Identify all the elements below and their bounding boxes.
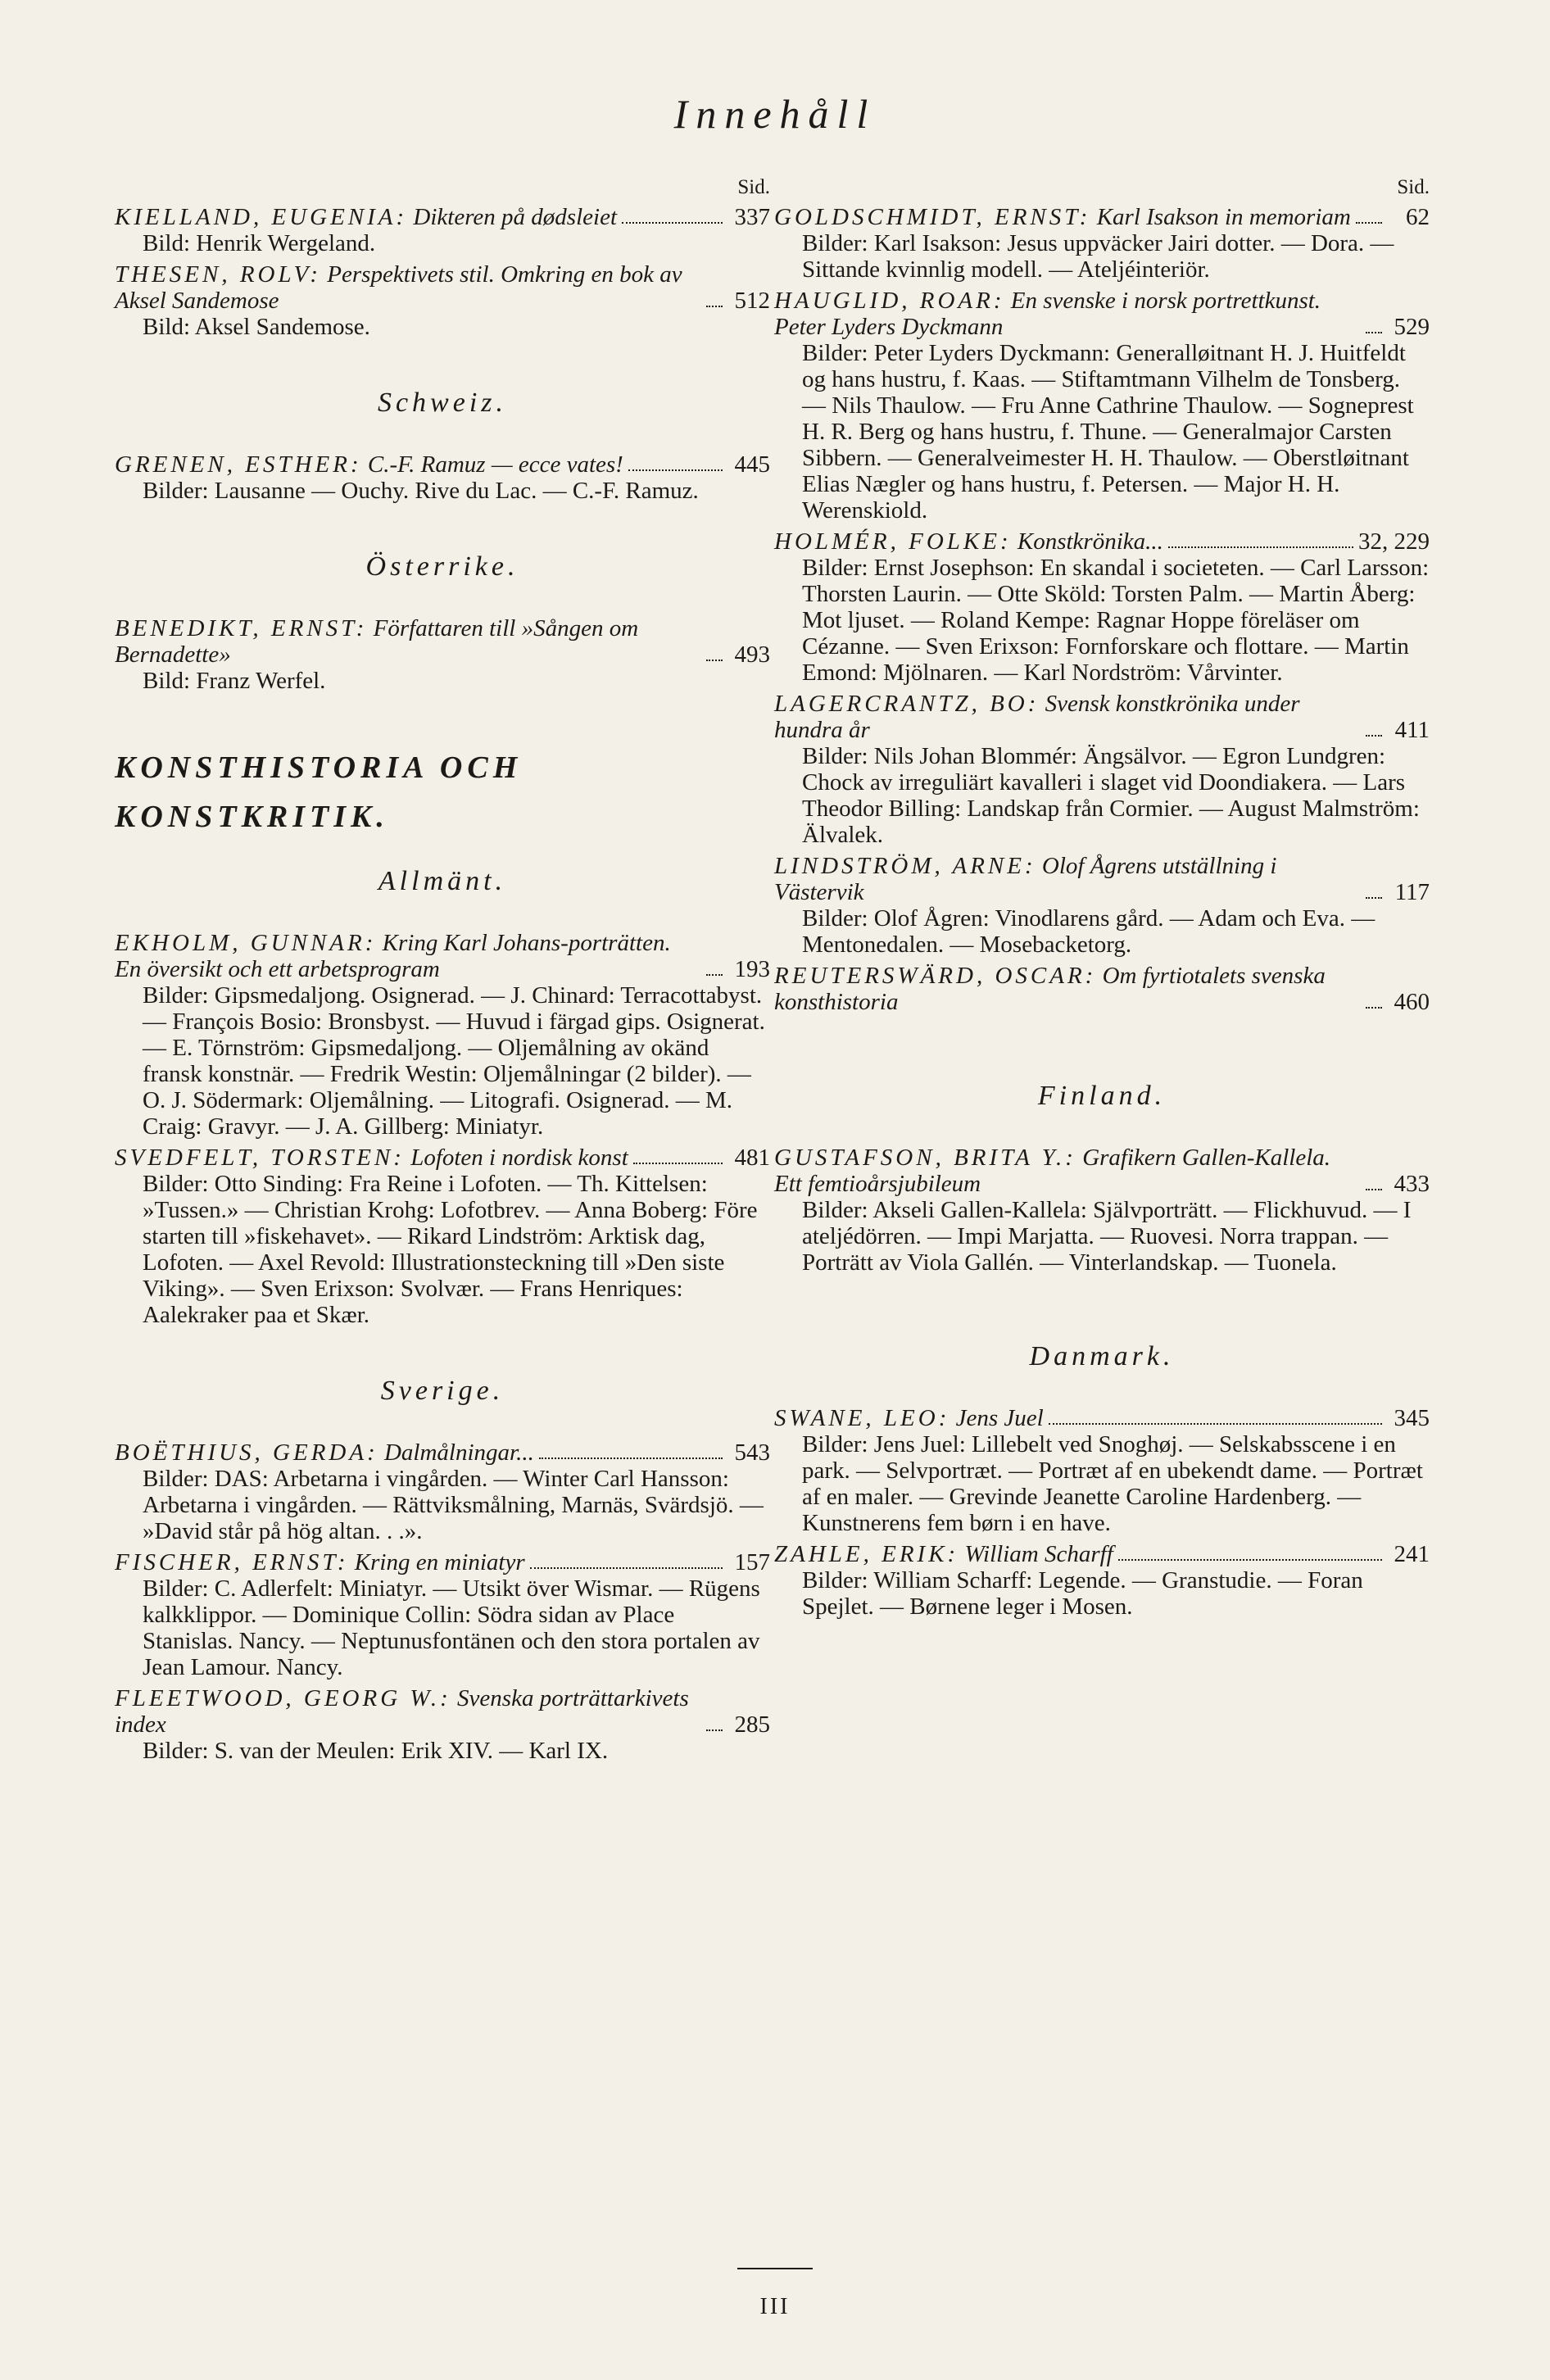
toc-entry: [774, 1145, 1430, 1276]
entry-page: 529: [1394, 314, 1430, 340]
entry-author: THESEN, ROLV:: [115, 261, 322, 288]
toc-entry: [774, 691, 1430, 848]
toc-entry: [115, 261, 770, 340]
entry-author: SVEDFELT, TORSTEN:: [115, 1145, 405, 1171]
entry-images: Bilder: Otto Sinding: Fra Reine i Lofoten. — Th. Kittelsen: »Tussen.» — Christian Krohg: Lofotbrev. — Anna Boberg: Före starten till »fiskehavet». — Rikard Lindström: Arktisk dag, Lofoten. — Axel Revold: Illustrationsteckning till »Den siste Viking». — Sven Erixson: Svolvær. — Frans Henriques: Aalekraker paa et Skær.: [143, 1171, 758, 1328]
toc-entry: [115, 930, 770, 1140]
entry-work: Karl Isakson in memoriam: [1096, 204, 1351, 230]
entry-images: Bilder: Ernst Josephson: En skandal i societeten. — Carl Larsson: Thorsten Laurin. — Otte Sköld: Torsten Palm. — Martin Åberg: Mot ljuset. — Roland Kempe: Ragnar Hoppe föreläser om Cézanne. — Sven Erixson: Fornforskare och flottare. — Martin Emond: Mjölnaren. — Karl Nordström: Vårvinter.: [802, 555, 1430, 686]
entry-images: Bilder: S. van der Meulen: Erik XIV. — Karl IX.: [143, 1738, 609, 1764]
entry-author: FLEETWOOD, GEORG W.:: [115, 1685, 451, 1711]
entry-work: Svensk konstkrönika under hundra år: [774, 691, 1300, 743]
section-heading-finland: Finland.: [1037, 1081, 1167, 1111]
entry-page: 285: [734, 1711, 770, 1738]
entry-images: Bilder: Gipsmedaljong. Osignerad. — J. Chinard: Terracottabyst. — François Bosio: Bronsbyst. — Huvud i färgad gips. Osignerat. — E. Törnström: Gipsmedaljong. — Oljemålning av okänd fransk konstnär. — Fredrik Westin: Oljemålningar (2 bilder). — O. J. Södermark: Oljemålning. — Litografi. Osignerad. — M. Craig: Gravyr. — J. A. Gillberg: Miniatyr.: [143, 982, 765, 1140]
entry-work: William Scharff: [964, 1541, 1113, 1567]
entry-author: GUSTAFSON, BRITA Y.:: [774, 1145, 1076, 1171]
toc-entry: [774, 288, 1430, 524]
entry-work: Författaren till »Sången om Bernadette»: [115, 615, 639, 668]
entry-work: Dikteren på dødsleiet: [413, 204, 618, 230]
entry-work: Kring en miniatyr: [354, 1549, 525, 1575]
entry-work: Jens Juel: [955, 1405, 1044, 1431]
entry-work: Perspektivets stil. Omkring en bok av Aksel Sandemose: [115, 261, 682, 314]
entry-page: 411: [1394, 717, 1430, 743]
entry-author: BOËTHIUS, GERDA:: [115, 1439, 378, 1466]
entry-images: Bilder: C. Adlerfelt: Miniatyr. — Utsikt över Wismar. — Rügens kalkklippor. — Dominique Collin: Södra sidan av Place Stanislas. Nancy. — Neptunusfontänen och den stora portalen av Jean Lamour. Nancy.: [143, 1575, 760, 1680]
sid-label: Sid.: [1397, 176, 1430, 198]
entry-author: SWANE, LEO:: [774, 1405, 950, 1431]
entry-page: 193: [734, 956, 770, 982]
entry-author: BENEDIKT, ERNST:: [115, 615, 368, 641]
toc-entry: [115, 451, 770, 504]
entry-images: Bilder: Olof Ågren: Vinodlarens gård. — Adam och Eva. — Mentonedalen. — Mosebacketorg.: [802, 905, 1376, 958]
entry-page: 32, 229: [1358, 528, 1430, 555]
entry-work: En svenske i norsk portrettkunst. Peter Lyders Dyckmann: [774, 288, 1321, 340]
entry-page: 512: [734, 288, 770, 314]
entry-images: Bilder: DAS: Arbetarna i vingården. — Winter Carl Hansson: Arbetarna i vingården. — Rättviksmålning, Marnäs, Svärdsjö. — »David står på hög altan. . .».: [143, 1466, 764, 1544]
toc-entry: [115, 204, 770, 256]
entry-images: Bilder: Peter Lyders Dyckmann: Generalløitnant H. J. Huitfeldt og hans hustru, f. Kaas. — Stiftamtmann Vilhelm de Tonsberg. — Nils Thaulow. — Fru Anne Cathrine Thaulow. — Sogneprest H. R. Berg og hans hustru, f. Thune. — Generalmajor Carsten Sibbern. — Generalveimester H. H. Thaulow. — Oberstløitnant Elias Nægler og hans hustru, f. Petersen. — Major H. H. Werenskiold.: [802, 340, 1414, 524]
entry-work: Olof Ågrens utställning i Västervik: [774, 853, 1277, 905]
toc-entry: [115, 1549, 770, 1680]
section-heading-allmant: Allmänt.: [378, 866, 507, 896]
section-heading-osterrike: Österrike.: [365, 551, 519, 582]
entry-author: ZAHLE, ERIK:: [774, 1541, 959, 1567]
entry-author: HAUGLID, ROAR:: [774, 288, 1005, 314]
entry-author: FISCHER, ERNST:: [115, 1549, 349, 1575]
entry-page: 157: [734, 1549, 770, 1575]
toc-entry: [115, 1685, 770, 1764]
entry-images: Bilder: Jens Juel: Lillebelt ved Snoghøj. — Selskabsscene i en park. — Selvportræt. — Portræt af en ubekendt dame. — Portræt af en maler. — Grevinde Jeanette Caroline Hardenberg. — Kunstnerens fem børn i en have.: [802, 1431, 1423, 1536]
entry-page: 241: [1394, 1541, 1430, 1567]
entry-work: Om fyrtiotalets svenska konsthistoria: [774, 963, 1326, 1015]
entry-work: Grafikern Gallen-Kallela. Ett femtioårsjubileum: [774, 1145, 1331, 1197]
major-heading: [115, 743, 770, 841]
right-column: [774, 176, 1430, 1625]
entry-author: LINDSTRÖM, ARNE:: [774, 853, 1036, 879]
entry-images: Bilder: Karl Isakson: Jesus uppväcker Jairi dotter. — Dora. — Sittande kvinnlig modell. — Ateljéinteriör.: [802, 230, 1394, 283]
footer-rule: [737, 2268, 813, 2269]
entry-page: 337: [734, 204, 770, 230]
entry-work: C.-F. Ramuz — ecce vates!: [367, 451, 623, 478]
entry-page: 433: [1394, 1171, 1430, 1197]
toc-entry: [774, 1405, 1430, 1536]
entry-images: Bild: Franz Werfel.: [143, 668, 326, 694]
toc-entry: [774, 528, 1430, 686]
toc-entry: [774, 204, 1430, 283]
toc-entry: [115, 1439, 770, 1544]
page-number: III: [759, 2294, 791, 2319]
sid-label: Sid.: [737, 176, 770, 198]
entry-page: 445: [734, 451, 770, 478]
section-heading-danmark: Danmark.: [1029, 1341, 1175, 1371]
page-title: Innehåll: [673, 91, 877, 137]
toc-entry: [774, 963, 1430, 1015]
entry-author: LAGERCRANTZ, BO:: [774, 691, 1040, 717]
entry-author: HOLMÉR, FOLKE:: [774, 528, 1012, 555]
toc-entry: [115, 1145, 770, 1328]
entry-work: Konstkrönika...: [1017, 528, 1163, 555]
entry-page: 345: [1394, 1405, 1430, 1431]
toc-entry: [115, 615, 770, 694]
entry-page: 493: [734, 641, 770, 668]
entry-images: Bild: Aksel Sandemose.: [143, 314, 370, 340]
entry-author: GOLDSCHMIDT, ERNST:: [774, 204, 1091, 230]
major-heading-line-1: KONSTHISTORIA OCH: [115, 750, 523, 785]
entry-page: 543: [734, 1439, 770, 1466]
entry-work: Dalmålningar...: [383, 1439, 534, 1466]
toc-entry: [774, 853, 1430, 958]
major-heading-line-2: KONSTKRITIK.: [115, 800, 389, 834]
entry-author: REUTERSWÄRD, OSCAR:: [774, 963, 1097, 989]
entry-images: Bilder: William Scharff: Legende. — Granstudie. — Foran Spejlet. — Børnene leger i Mosen.: [802, 1567, 1363, 1620]
toc-entry: [774, 1541, 1430, 1620]
entry-images: Bilder: Lausanne — Ouchy. Rive du Lac. — C.-F. Ramuz.: [143, 478, 699, 504]
entry-page: 460: [1394, 989, 1430, 1015]
entry-work: Kring Karl Johans-porträtten. En översikt och ett arbetsprogram: [115, 930, 671, 982]
entry-work: Lofoten i nordisk konst: [410, 1145, 628, 1171]
entry-images: Bilder: Nils Johan Blommér: Ängsälvor. — Egron Lundgren: Chock av irreguliärt kavalleri i slaget vid Doondiakera. — Lars Theodor Billing: Landskap från Cormier. — August Malmström: Älvalek.: [802, 743, 1420, 848]
entry-page: 62: [1406, 204, 1430, 230]
entry-author: GRENEN, ESTHER:: [115, 451, 362, 478]
entry-author: KIELLAND, EUGENIA:: [115, 204, 408, 230]
section-heading-sverige: Sverige.: [380, 1376, 505, 1406]
section-heading-schweiz: Schweiz.: [377, 388, 508, 418]
entry-page: 481: [734, 1145, 770, 1171]
entry-work: Svenska porträttarkivets index: [115, 1685, 689, 1738]
entry-images: Bilder: Akseli Gallen-Kallela: Självporträtt. — Flickhuvud. — I ateljédörren. — Impi Marjatta. — Ruovesi. Norra trappan. — Porträtt av Viola Gallén. — Vinterlandskap. — Tuonela.: [802, 1197, 1412, 1276]
entry-page: 117: [1394, 879, 1430, 905]
entry-author: EKHOLM, GUNNAR:: [115, 930, 377, 956]
entry-images: Bild: Henrik Wergeland.: [143, 230, 376, 256]
left-column: [115, 176, 770, 1769]
